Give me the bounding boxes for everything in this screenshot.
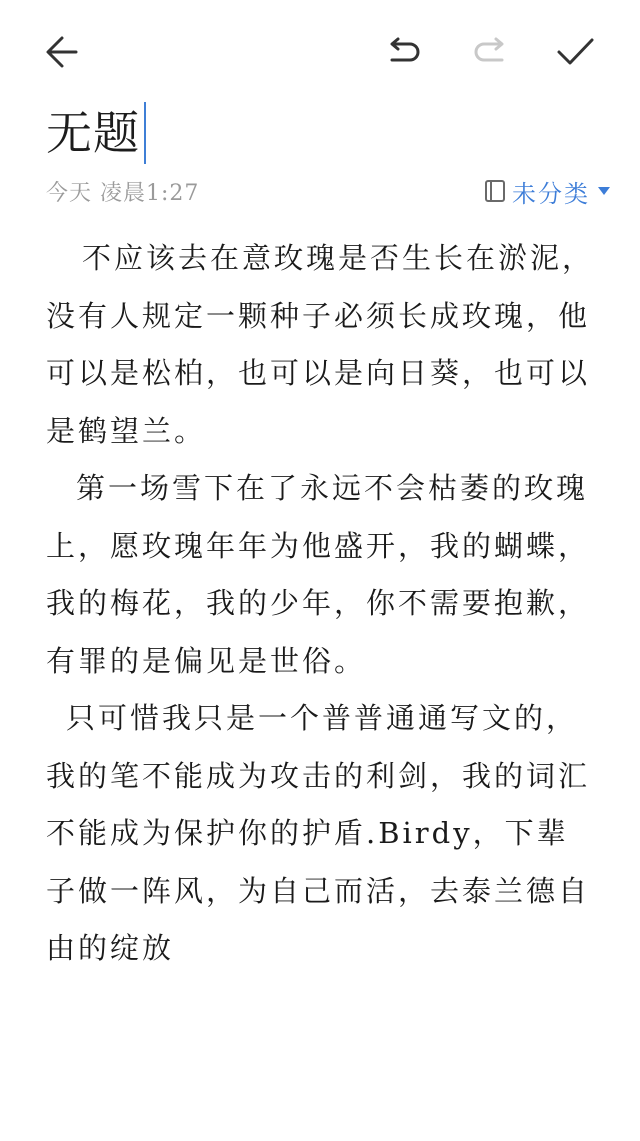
note-title: 无题 xyxy=(46,106,140,160)
note-toolbar xyxy=(0,0,640,100)
notebook-icon xyxy=(484,179,506,203)
category-label: 未分类 xyxy=(512,179,590,208)
back-button[interactable] xyxy=(38,28,86,76)
undo-icon xyxy=(384,32,424,72)
category-selector[interactable] xyxy=(484,174,610,209)
note-paragraph: 不应该去在意玫瑰是否生长在淤泥，没有人规定一颗种子必须长成玫瑰，他可以是松柏，也可以是向日葵，也可以是鹤望兰。 xyxy=(46,241,595,448)
text-cursor xyxy=(144,102,146,164)
chevron-down-icon xyxy=(598,187,610,195)
note-timestamp: 今天 凌晨1:27 xyxy=(46,180,200,206)
note-paragraph: 第一场雪下在了永远不会枯萎的玫瑰上，愿玫瑰年年为他盛开，我的蝴蝶，我的梅花，我的少年，你不需要抱歉，有罪的是偏见是世俗。 xyxy=(46,471,591,678)
note-content-editor[interactable] xyxy=(46,230,598,978)
note-paragraph: 只可惜我只是一个普普通通写文的，我的笔不能成为攻击的利剑，我的词汇不能成为保护你的护盾.Birdy，下辈子做一阵风，为自己而活，去泰兰德自由的绽放 xyxy=(46,701,591,965)
done-button[interactable] xyxy=(551,28,599,76)
note-meta xyxy=(46,172,610,210)
redo-icon xyxy=(470,32,510,72)
arrow-left-icon xyxy=(42,32,82,72)
redo-button[interactable] xyxy=(466,28,514,76)
undo-button[interactable] xyxy=(380,28,428,76)
note-title-field[interactable] xyxy=(46,100,146,166)
check-icon xyxy=(553,30,597,74)
